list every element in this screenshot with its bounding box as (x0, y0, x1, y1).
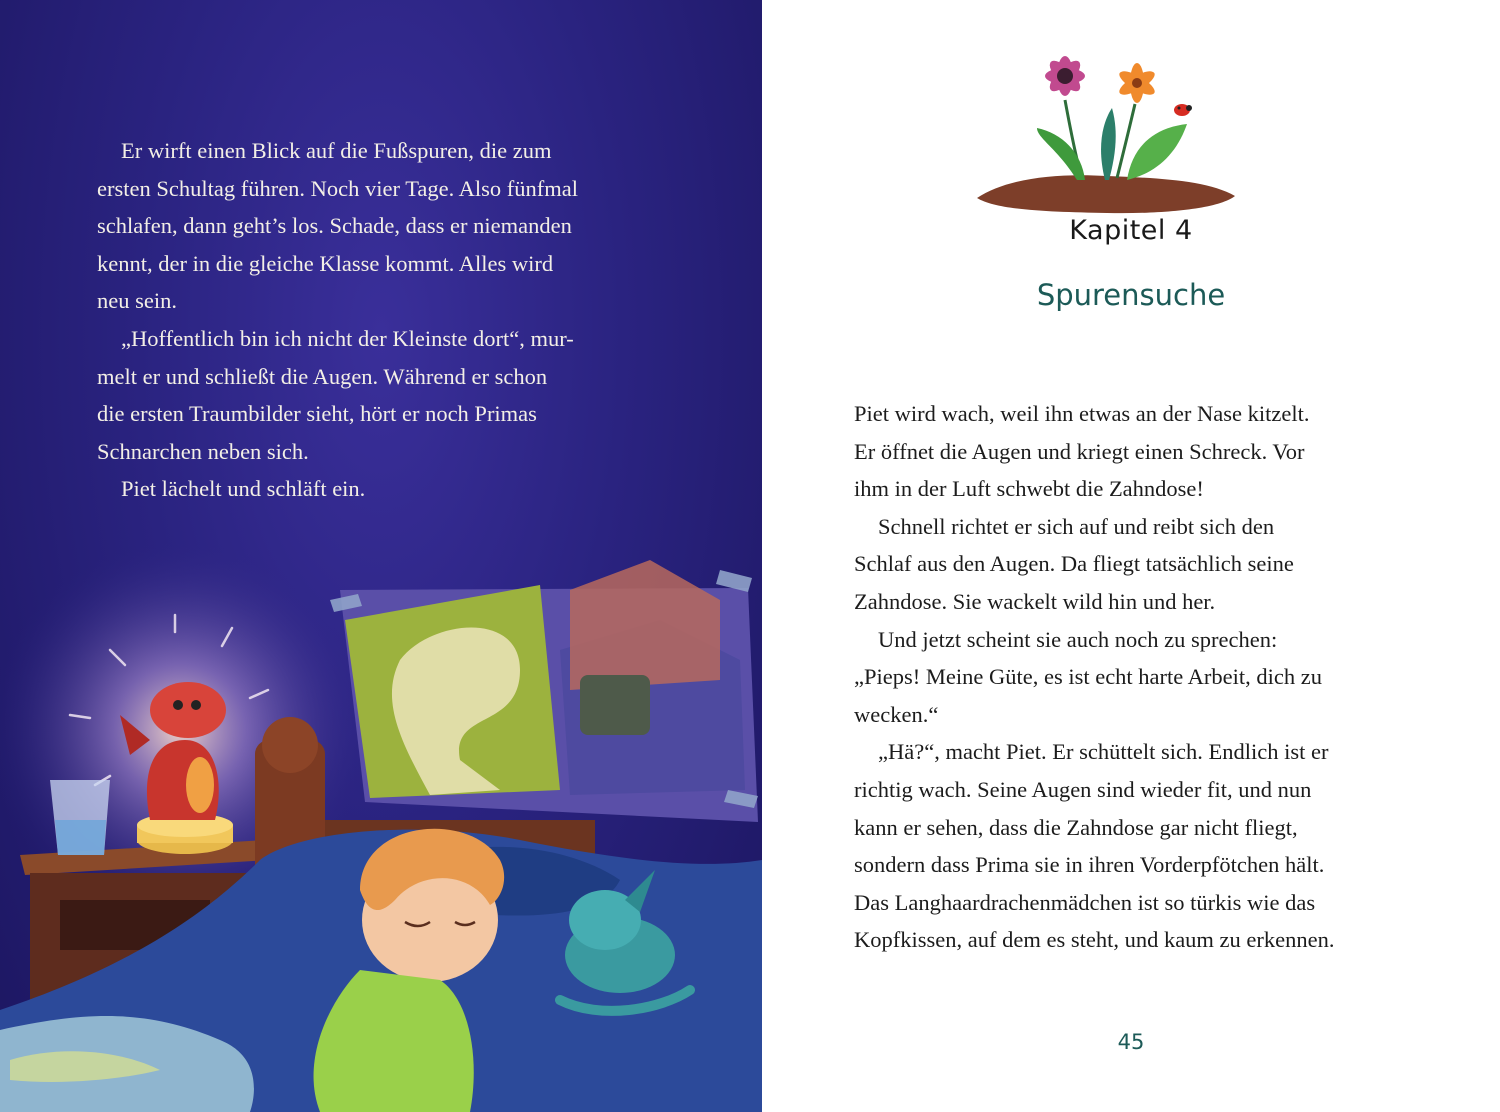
text-line: die ersten Traumbilder sieht, hört er noch Primas (97, 401, 537, 427)
school-map-poster (330, 560, 758, 822)
text-line: Piet wird wach, weil ihn etwas an der Nase kitzelt. (854, 401, 1310, 426)
paragraph (854, 621, 1424, 659)
text-line: melt er und schließt die Augen. Während er schon (97, 363, 548, 389)
right-page (762, 0, 1500, 1112)
paragraph (854, 395, 1424, 508)
text-line: Und jetzt scheint sie auch noch zu sprechen: (878, 626, 1278, 652)
ladybug-icon (1174, 104, 1192, 116)
left-page-text (97, 132, 657, 508)
paragraph (97, 320, 657, 470)
text-line: wecken.“ (854, 701, 939, 727)
text-line: Schnarchen neben sich. (97, 438, 309, 464)
text-line: „Pieps! Meine Güte, es ist echt harte Arbeit, dich zu (854, 664, 1322, 690)
text-line: richtig wach. Seine Augen sind wieder fit, und nun (854, 776, 1312, 802)
paragraph (97, 132, 657, 320)
chapter-title: Spurensuche (1036, 278, 1226, 312)
bedroom-illustration (0, 540, 762, 1112)
paragraph (854, 658, 1424, 733)
text-line: neu sein. (97, 288, 177, 314)
text-line: ersten Schultag führen. Noch vier Tage. Also fünfmal (97, 175, 579, 201)
orange-flower (1116, 63, 1158, 103)
right-page-text (854, 395, 1424, 959)
page-number: 45 (1117, 1030, 1145, 1054)
paragraph (854, 508, 1424, 621)
text-line: kennt, der in die gleiche Klasse kommt. Alles wird (97, 250, 554, 276)
text-line: „Hoffentlich bin ich nicht der Kleinste dort“, mur- (121, 325, 574, 351)
paragraph (854, 733, 1424, 959)
water-glass (50, 780, 110, 855)
text-line: sondern dass Prima sie in ihren Vorderpfötchen hält. (854, 852, 1325, 878)
text-line: Das Langhaardrachenmädchen ist so türkis wie das (854, 889, 1316, 915)
text-line: „Hä?“, macht Piet. Er schüttelt sich. Endlich ist er (878, 739, 1329, 765)
text-line: Er wirft einen Blick auf die Fußspuren, die zum (121, 138, 552, 163)
text-line: Kopfkissen, auf dem es steht, und kaum zu erkennen. (854, 927, 1335, 953)
text-line: Schlaf aus den Augen. Da fliegt tatsächlich seine (854, 551, 1294, 577)
text-line: kann er sehen, dass die Zahndose gar nicht fliegt, (854, 814, 1298, 840)
text-line: Piet lächelt und schläft ein. (121, 476, 366, 502)
pink-flower (1045, 56, 1085, 96)
paragraph (97, 470, 657, 508)
text-line: Er öffnet die Augen und kriegt einen Schreck. Vor (854, 438, 1305, 464)
flower-illustration (977, 38, 1237, 218)
chapter-label: Kapitel 4 (1069, 215, 1193, 246)
text-line: schlafen, dann geht’s los. Schade, dass er niemanden (97, 213, 572, 239)
text-line: ihm in der Luft schwebt die Zahndose! (854, 476, 1204, 502)
text-line: Schnell richtet er sich auf und reibt sich den (878, 513, 1275, 539)
text-line: Zahndose. Sie wackelt wild hin und her. (854, 588, 1216, 614)
